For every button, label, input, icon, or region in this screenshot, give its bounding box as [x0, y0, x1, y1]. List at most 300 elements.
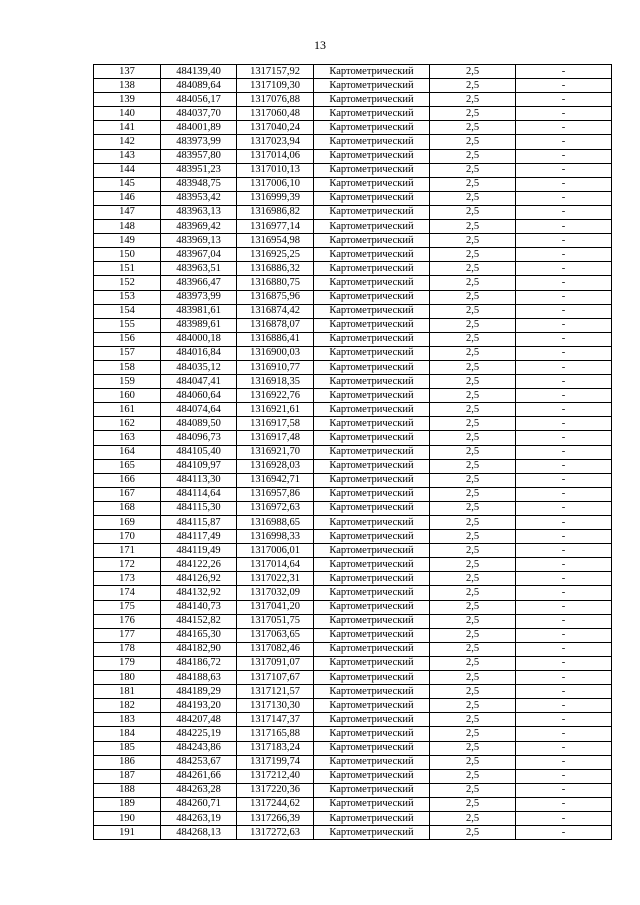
x-coordinate-cell: 483989,61 [161, 318, 237, 332]
method-cell: Картометрический [314, 234, 430, 248]
point-number-cell: 160 [94, 389, 161, 403]
note-cell: - [516, 121, 612, 135]
note-cell: - [516, 487, 612, 501]
coordinates-table-body [94, 65, 612, 840]
y-coordinate-cell: 1316880,75 [237, 276, 314, 290]
table-row [94, 558, 612, 572]
accuracy-cell: 2,5 [430, 163, 516, 177]
x-coordinate-cell: 483963,13 [161, 205, 237, 219]
table-row [94, 107, 612, 121]
method-cell: Картометрический [314, 121, 430, 135]
accuracy-cell: 2,5 [430, 671, 516, 685]
accuracy-cell: 2,5 [430, 403, 516, 417]
accuracy-cell: 2,5 [430, 135, 516, 149]
table-row [94, 755, 612, 769]
note-cell: - [516, 558, 612, 572]
y-coordinate-cell: 1317212,40 [237, 769, 314, 783]
x-coordinate-cell: 484047,41 [161, 375, 237, 389]
method-cell: Картометрический [314, 459, 430, 473]
x-coordinate-cell: 484207,48 [161, 713, 237, 727]
method-cell: Картометрический [314, 346, 430, 360]
y-coordinate-cell: 1316922,76 [237, 389, 314, 403]
accuracy-cell: 2,5 [430, 558, 516, 572]
table-row [94, 318, 612, 332]
accuracy-cell: 2,5 [430, 318, 516, 332]
coordinates-table [93, 64, 612, 840]
y-coordinate-cell: 1317014,06 [237, 149, 314, 163]
y-coordinate-cell: 1316921,61 [237, 403, 314, 417]
method-cell: Картометрический [314, 473, 430, 487]
y-coordinate-cell: 1316977,14 [237, 220, 314, 234]
accuracy-cell: 2,5 [430, 445, 516, 459]
accuracy-cell: 2,5 [430, 769, 516, 783]
method-cell: Картометрический [314, 783, 430, 797]
note-cell: - [516, 360, 612, 374]
table-row [94, 797, 612, 811]
y-coordinate-cell: 1316875,96 [237, 290, 314, 304]
y-coordinate-cell: 1317022,31 [237, 572, 314, 586]
accuracy-cell: 2,5 [430, 600, 516, 614]
note-cell: - [516, 473, 612, 487]
method-cell: Картометрический [314, 375, 430, 389]
y-coordinate-cell: 1316928,03 [237, 459, 314, 473]
method-cell: Картометрический [314, 290, 430, 304]
accuracy-cell: 2,5 [430, 699, 516, 713]
note-cell: - [516, 656, 612, 670]
table-row [94, 671, 612, 685]
x-coordinate-cell: 484186,72 [161, 656, 237, 670]
y-coordinate-cell: 1317130,30 [237, 699, 314, 713]
note-cell: - [516, 516, 612, 530]
y-coordinate-cell: 1317183,24 [237, 741, 314, 755]
y-coordinate-cell: 1317272,63 [237, 826, 314, 840]
table-row [94, 79, 612, 93]
table-row [94, 544, 612, 558]
table-row [94, 65, 612, 79]
method-cell: Картометрический [314, 530, 430, 544]
note-cell: - [516, 318, 612, 332]
table-row [94, 699, 612, 713]
note-cell: - [516, 403, 612, 417]
method-cell: Картометрический [314, 501, 430, 515]
method-cell: Картометрический [314, 544, 430, 558]
point-number-cell: 163 [94, 431, 161, 445]
accuracy-cell: 2,5 [430, 417, 516, 431]
note-cell: - [516, 262, 612, 276]
method-cell: Картометрический [314, 163, 430, 177]
table-row [94, 516, 612, 530]
method-cell: Картометрический [314, 191, 430, 205]
y-coordinate-cell: 1316917,48 [237, 431, 314, 445]
point-number-cell: 158 [94, 360, 161, 374]
x-coordinate-cell: 484188,63 [161, 671, 237, 685]
method-cell: Картометрический [314, 516, 430, 530]
method-cell: Картометрический [314, 755, 430, 769]
table-row [94, 445, 612, 459]
table-row [94, 487, 612, 501]
method-cell: Картометрический [314, 699, 430, 713]
y-coordinate-cell: 1317010,13 [237, 163, 314, 177]
point-number-cell: 183 [94, 713, 161, 727]
method-cell: Картометрический [314, 248, 430, 262]
accuracy-cell: 2,5 [430, 389, 516, 403]
method-cell: Картометрический [314, 403, 430, 417]
accuracy-cell: 2,5 [430, 360, 516, 374]
method-cell: Картометрический [314, 149, 430, 163]
accuracy-cell: 2,5 [430, 65, 516, 79]
x-coordinate-cell: 484263,19 [161, 811, 237, 825]
method-cell: Картометрический [314, 220, 430, 234]
y-coordinate-cell: 1316942,71 [237, 473, 314, 487]
point-number-cell: 165 [94, 459, 161, 473]
point-number-cell: 176 [94, 614, 161, 628]
table-row [94, 614, 612, 628]
method-cell: Картометрический [314, 741, 430, 755]
note-cell: - [516, 248, 612, 262]
accuracy-cell: 2,5 [430, 826, 516, 840]
table-row [94, 220, 612, 234]
point-number-cell: 189 [94, 797, 161, 811]
accuracy-cell: 2,5 [430, 685, 516, 699]
x-coordinate-cell: 484189,29 [161, 685, 237, 699]
table-row [94, 346, 612, 360]
accuracy-cell: 2,5 [430, 614, 516, 628]
accuracy-cell: 2,5 [430, 530, 516, 544]
note-cell: - [516, 93, 612, 107]
point-number-cell: 155 [94, 318, 161, 332]
method-cell: Картометрический [314, 614, 430, 628]
y-coordinate-cell: 1316878,07 [237, 318, 314, 332]
accuracy-cell: 2,5 [430, 332, 516, 346]
table-row [94, 276, 612, 290]
x-coordinate-cell: 484126,92 [161, 572, 237, 586]
note-cell: - [516, 628, 612, 642]
y-coordinate-cell: 1317014,64 [237, 558, 314, 572]
method-cell: Картометрический [314, 65, 430, 79]
method-cell: Картометрический [314, 656, 430, 670]
x-coordinate-cell: 484243,86 [161, 741, 237, 755]
point-number-cell: 168 [94, 501, 161, 515]
y-coordinate-cell: 1317060,48 [237, 107, 314, 121]
table-row [94, 826, 612, 840]
x-coordinate-cell: 484119,49 [161, 544, 237, 558]
x-coordinate-cell: 484260,71 [161, 797, 237, 811]
y-coordinate-cell: 1317121,57 [237, 685, 314, 699]
accuracy-cell: 2,5 [430, 79, 516, 93]
table-row [94, 121, 612, 135]
table-row [94, 656, 612, 670]
y-coordinate-cell: 1317063,65 [237, 628, 314, 642]
method-cell: Картометрический [314, 642, 430, 656]
point-number-cell: 166 [94, 473, 161, 487]
point-number-cell: 178 [94, 642, 161, 656]
method-cell: Картометрический [314, 487, 430, 501]
point-number-cell: 140 [94, 107, 161, 121]
point-number-cell: 187 [94, 769, 161, 783]
x-coordinate-cell: 484122,26 [161, 558, 237, 572]
method-cell: Картометрический [314, 360, 430, 374]
note-cell: - [516, 304, 612, 318]
accuracy-cell: 2,5 [430, 755, 516, 769]
table-row [94, 572, 612, 586]
method-cell: Картометрический [314, 332, 430, 346]
x-coordinate-cell: 484056,17 [161, 93, 237, 107]
point-number-cell: 185 [94, 741, 161, 755]
x-coordinate-cell: 484140,73 [161, 600, 237, 614]
x-coordinate-cell: 484114,64 [161, 487, 237, 501]
x-coordinate-cell: 483969,42 [161, 220, 237, 234]
method-cell: Картометрический [314, 769, 430, 783]
method-cell: Картометрический [314, 572, 430, 586]
method-cell: Картометрический [314, 205, 430, 219]
note-cell: - [516, 332, 612, 346]
note-cell: - [516, 642, 612, 656]
y-coordinate-cell: 1316957,86 [237, 487, 314, 501]
table-row [94, 769, 612, 783]
table-row [94, 417, 612, 431]
x-coordinate-cell: 484060,64 [161, 389, 237, 403]
accuracy-cell: 2,5 [430, 586, 516, 600]
accuracy-cell: 2,5 [430, 248, 516, 262]
point-number-cell: 161 [94, 403, 161, 417]
y-coordinate-cell: 1317006,01 [237, 544, 314, 558]
method-cell: Картометрический [314, 135, 430, 149]
table-row [94, 685, 612, 699]
point-number-cell: 162 [94, 417, 161, 431]
x-coordinate-cell: 484037,70 [161, 107, 237, 121]
x-coordinate-cell: 483957,80 [161, 149, 237, 163]
method-cell: Картометрический [314, 811, 430, 825]
note-cell: - [516, 445, 612, 459]
y-coordinate-cell: 1316925,25 [237, 248, 314, 262]
page-number: 13 [314, 38, 326, 52]
table-row [94, 530, 612, 544]
table-row [94, 234, 612, 248]
method-cell: Картометрический [314, 107, 430, 121]
note-cell: - [516, 614, 612, 628]
table-row [94, 262, 612, 276]
note-cell: - [516, 177, 612, 191]
note-cell: - [516, 713, 612, 727]
accuracy-cell: 2,5 [430, 544, 516, 558]
x-coordinate-cell: 484113,30 [161, 473, 237, 487]
y-coordinate-cell: 1317041,20 [237, 600, 314, 614]
note-cell: - [516, 205, 612, 219]
note-cell: - [516, 234, 612, 248]
accuracy-cell: 2,5 [430, 149, 516, 163]
point-number-cell: 151 [94, 262, 161, 276]
accuracy-cell: 2,5 [430, 572, 516, 586]
method-cell: Картометрический [314, 600, 430, 614]
accuracy-cell: 2,5 [430, 93, 516, 107]
x-coordinate-cell: 484074,64 [161, 403, 237, 417]
table-row [94, 741, 612, 755]
point-number-cell: 152 [94, 276, 161, 290]
note-cell: - [516, 290, 612, 304]
method-cell: Картометрический [314, 276, 430, 290]
table-row [94, 473, 612, 487]
note-cell: - [516, 727, 612, 741]
method-cell: Картометрический [314, 445, 430, 459]
x-coordinate-cell: 484261,66 [161, 769, 237, 783]
point-number-cell: 167 [94, 487, 161, 501]
method-cell: Картометрический [314, 262, 430, 276]
note-cell: - [516, 417, 612, 431]
point-number-cell: 169 [94, 516, 161, 530]
note-cell: - [516, 389, 612, 403]
note-cell: - [516, 755, 612, 769]
table-row [94, 389, 612, 403]
table-row [94, 177, 612, 191]
point-number-cell: 144 [94, 163, 161, 177]
note-cell: - [516, 149, 612, 163]
y-coordinate-cell: 1316874,42 [237, 304, 314, 318]
y-coordinate-cell: 1316999,39 [237, 191, 314, 205]
point-number-cell: 174 [94, 586, 161, 600]
accuracy-cell: 2,5 [430, 741, 516, 755]
note-cell: - [516, 783, 612, 797]
note-cell: - [516, 459, 612, 473]
y-coordinate-cell: 1317266,39 [237, 811, 314, 825]
point-number-cell: 171 [94, 544, 161, 558]
table-row [94, 191, 612, 205]
note-cell: - [516, 671, 612, 685]
x-coordinate-cell: 483973,99 [161, 135, 237, 149]
note-cell: - [516, 220, 612, 234]
point-number-cell: 147 [94, 205, 161, 219]
method-cell: Картометрический [314, 713, 430, 727]
x-coordinate-cell: 484165,30 [161, 628, 237, 642]
note-cell: - [516, 530, 612, 544]
y-coordinate-cell: 1317082,46 [237, 642, 314, 656]
table-row [94, 290, 612, 304]
accuracy-cell: 2,5 [430, 811, 516, 825]
note-cell: - [516, 586, 612, 600]
accuracy-cell: 2,5 [430, 727, 516, 741]
y-coordinate-cell: 1317165,88 [237, 727, 314, 741]
note-cell: - [516, 375, 612, 389]
note-cell: - [516, 797, 612, 811]
table-row [94, 205, 612, 219]
note-cell: - [516, 501, 612, 515]
table-row [94, 431, 612, 445]
y-coordinate-cell: 1316954,98 [237, 234, 314, 248]
note-cell: - [516, 163, 612, 177]
accuracy-cell: 2,5 [430, 797, 516, 811]
point-number-cell: 175 [94, 600, 161, 614]
note-cell: - [516, 65, 612, 79]
x-coordinate-cell: 483969,13 [161, 234, 237, 248]
x-coordinate-cell: 484268,13 [161, 826, 237, 840]
table-row [94, 163, 612, 177]
y-coordinate-cell: 1317199,74 [237, 755, 314, 769]
table-row [94, 332, 612, 346]
y-coordinate-cell: 1317220,36 [237, 783, 314, 797]
table-row [94, 248, 612, 262]
x-coordinate-cell: 483966,47 [161, 276, 237, 290]
accuracy-cell: 2,5 [430, 375, 516, 389]
x-coordinate-cell: 483973,99 [161, 290, 237, 304]
accuracy-cell: 2,5 [430, 459, 516, 473]
point-number-cell: 156 [94, 332, 161, 346]
x-coordinate-cell: 484089,64 [161, 79, 237, 93]
method-cell: Картометрический [314, 558, 430, 572]
x-coordinate-cell: 483981,61 [161, 304, 237, 318]
x-coordinate-cell: 484225,19 [161, 727, 237, 741]
table-row [94, 811, 612, 825]
point-number-cell: 138 [94, 79, 161, 93]
point-number-cell: 191 [94, 826, 161, 840]
x-coordinate-cell: 484001,89 [161, 121, 237, 135]
method-cell: Картометрический [314, 826, 430, 840]
y-coordinate-cell: 1317032,09 [237, 586, 314, 600]
accuracy-cell: 2,5 [430, 107, 516, 121]
note-cell: - [516, 135, 612, 149]
point-number-cell: 148 [94, 220, 161, 234]
x-coordinate-cell: 483951,23 [161, 163, 237, 177]
accuracy-cell: 2,5 [430, 656, 516, 670]
y-coordinate-cell: 1316917,58 [237, 417, 314, 431]
method-cell: Картометрический [314, 389, 430, 403]
method-cell: Картометрический [314, 727, 430, 741]
method-cell: Картометрический [314, 685, 430, 699]
table-row [94, 600, 612, 614]
point-number-cell: 180 [94, 671, 161, 685]
method-cell: Картометрический [314, 628, 430, 642]
y-coordinate-cell: 1317147,37 [237, 713, 314, 727]
point-number-cell: 190 [94, 811, 161, 825]
y-coordinate-cell: 1317023,94 [237, 135, 314, 149]
table-row [94, 459, 612, 473]
y-coordinate-cell: 1317051,75 [237, 614, 314, 628]
method-cell: Картометрический [314, 797, 430, 811]
method-cell: Картометрический [314, 177, 430, 191]
x-coordinate-cell: 484253,67 [161, 755, 237, 769]
y-coordinate-cell: 1316988,65 [237, 516, 314, 530]
x-coordinate-cell: 484016,84 [161, 346, 237, 360]
accuracy-cell: 2,5 [430, 191, 516, 205]
x-coordinate-cell: 484000,18 [161, 332, 237, 346]
point-number-cell: 150 [94, 248, 161, 262]
point-number-cell: 170 [94, 530, 161, 544]
x-coordinate-cell: 484182,90 [161, 642, 237, 656]
y-coordinate-cell: 1317157,92 [237, 65, 314, 79]
point-number-cell: 146 [94, 191, 161, 205]
table-row [94, 783, 612, 797]
x-coordinate-cell: 484139,40 [161, 65, 237, 79]
note-cell: - [516, 107, 612, 121]
note-cell: - [516, 346, 612, 360]
y-coordinate-cell: 1316910,77 [237, 360, 314, 374]
point-number-cell: 181 [94, 685, 161, 699]
method-cell: Картометрический [314, 417, 430, 431]
y-coordinate-cell: 1316900,03 [237, 346, 314, 360]
point-number-cell: 149 [94, 234, 161, 248]
accuracy-cell: 2,5 [430, 177, 516, 191]
note-cell: - [516, 699, 612, 713]
accuracy-cell: 2,5 [430, 346, 516, 360]
point-number-cell: 153 [94, 290, 161, 304]
table-row [94, 628, 612, 642]
accuracy-cell: 2,5 [430, 234, 516, 248]
y-coordinate-cell: 1316921,70 [237, 445, 314, 459]
table-row [94, 360, 612, 374]
note-cell: - [516, 685, 612, 699]
y-coordinate-cell: 1317107,67 [237, 671, 314, 685]
point-number-cell: 142 [94, 135, 161, 149]
method-cell: Картометрический [314, 586, 430, 600]
x-coordinate-cell: 484132,92 [161, 586, 237, 600]
